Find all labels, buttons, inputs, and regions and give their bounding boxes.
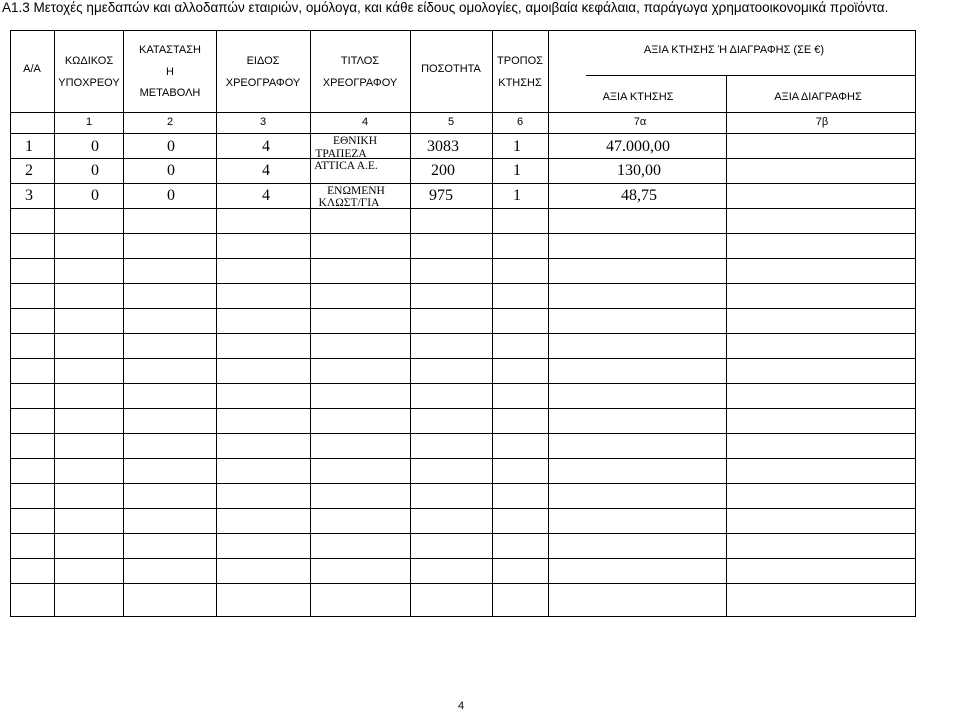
- row1-code: 0: [91, 138, 99, 155]
- row1-title-line1: ΕΘΝΙΚΗ: [332, 135, 378, 147]
- column-number: 7β: [815, 116, 829, 128]
- row3-type: 4: [262, 187, 270, 204]
- column-number: 2: [166, 116, 174, 128]
- header-value-del: ΑΞΙΑ ΔΙΑΓΡΑΦΗΣ: [774, 91, 862, 103]
- row3-status: 0: [167, 187, 175, 204]
- row2-code: 0: [91, 162, 99, 179]
- header-value-group: ΑΞΙΑ ΚΤΗΣΗΣ Ή ΔΙΑΓΡΑΦΗΣ (ΣΕ €): [643, 44, 825, 56]
- header-code-line1: ΚΩΔΙΚΟΣ: [64, 55, 114, 67]
- column-number: 6: [516, 116, 524, 128]
- header-type-line2: ΧΡΕΟΓΡΑΦΟΥ: [225, 77, 301, 89]
- page-number: 4: [457, 700, 465, 712]
- row2-type: 4: [262, 162, 270, 179]
- row2-title-line1: ATTICA A.E.: [314, 160, 378, 172]
- header-value-acq: ΑΞΙΑ ΚΤΗΣΗΣ: [602, 91, 674, 103]
- header-method-line1: ΤΡΟΠΟΣ: [497, 55, 543, 67]
- page-title: A1.3 Μετοχές ημεδαπών και αλλοδαπών εταιριών, ομόλογα, και κάθε είδους ομολογίες, αμοιβαία κεφάλαια, παράγωγα χρηματοοικονομικά προϊόντα.: [2, 0, 889, 15]
- column-number: 7α: [633, 116, 647, 128]
- column-number: 5: [447, 116, 455, 128]
- row2-quantity: 200: [431, 162, 455, 179]
- row1-method: 1: [513, 138, 521, 155]
- row2-value-acq: 130,00: [617, 162, 661, 179]
- header-status-line1: ΚΑΤΑΣΤΑΣΗ: [139, 44, 201, 56]
- row1-status: 0: [167, 138, 175, 155]
- row3-value-acq: 48,75: [621, 187, 657, 204]
- header-status-line2: Η: [166, 66, 174, 78]
- header-type-line1: ΕΙΔΟΣ: [246, 55, 280, 67]
- header-quantity: ΠΟΣΟΤΗΤΑ: [421, 63, 481, 75]
- row2-method: 1: [513, 162, 521, 179]
- row3-title-line2: ΚΛΩΣΤ/ΓΙΑ: [318, 197, 380, 209]
- row1-aa: 1: [25, 138, 33, 155]
- row3-code: 0: [91, 187, 99, 204]
- header-title-line2: ΧΡΕΟΓΡΑΦΟΥ: [322, 77, 398, 89]
- row3-method: 1: [513, 187, 521, 204]
- row1-value-acq: 47.000,00: [606, 138, 670, 155]
- row3-quantity: 975: [429, 187, 453, 204]
- column-number: 1: [85, 116, 93, 128]
- header-aa: Α/Α: [23, 63, 41, 75]
- row1-quantity: 3083: [427, 138, 459, 155]
- header-method-line2: ΚΤΗΣΗΣ: [498, 77, 542, 89]
- header-title-line1: ΤΙΤΛΟΣ: [340, 55, 380, 67]
- row3-aa: 3: [25, 187, 33, 204]
- row3-title-line1: ΕΝΩΜΕΝΗ: [327, 185, 385, 197]
- header-status-line3: ΜΕΤΑΒΟΛΗ: [139, 87, 201, 99]
- row1-type: 4: [262, 138, 270, 155]
- row2-status: 0: [167, 162, 175, 179]
- column-number: 3: [259, 116, 267, 128]
- column-number: 4: [361, 116, 369, 128]
- header-code-line2: ΥΠΟΧΡΕΟΥ: [58, 77, 120, 89]
- row2-aa: 2: [25, 162, 33, 179]
- row1-title-line2: ΤΡΑΠΕΖΑ: [315, 148, 367, 160]
